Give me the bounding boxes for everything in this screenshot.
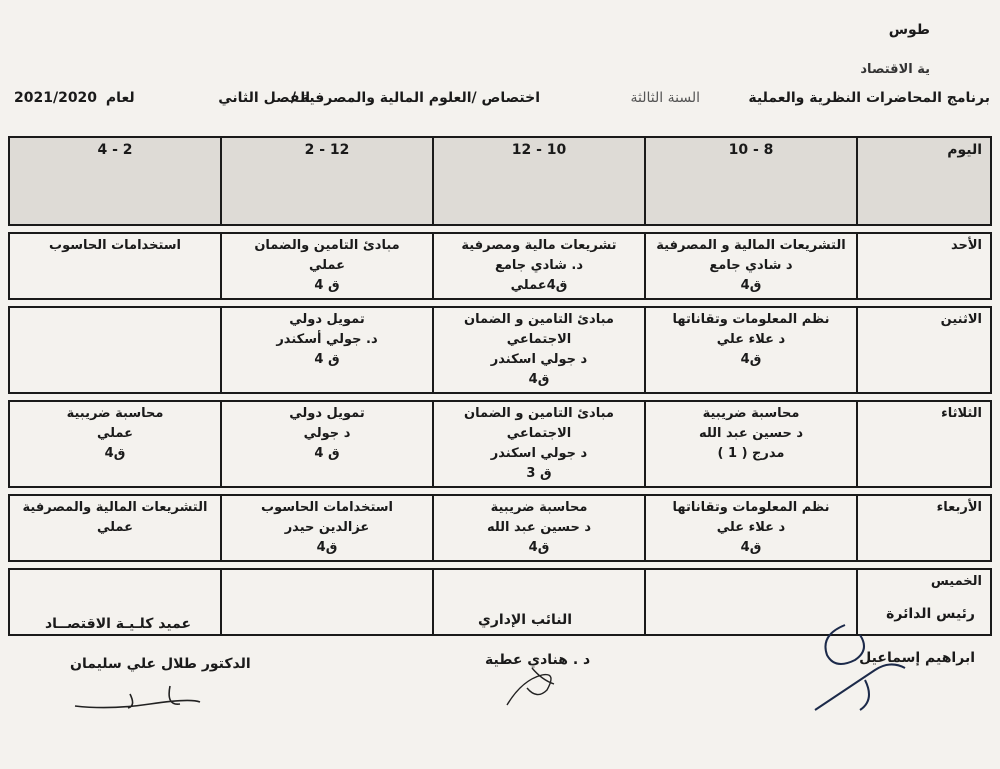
- course-name: محاسبة ضريبية: [66, 406, 164, 421]
- row-gap: [9, 299, 991, 307]
- gap-cell: [221, 487, 433, 495]
- gap-cell: [221, 299, 433, 307]
- head-signature: [805, 610, 915, 720]
- deputy-name: د . هنادي عطية: [485, 652, 591, 668]
- slot-header: 2 - 4: [9, 137, 221, 225]
- gap-cell: [221, 393, 433, 401]
- gap-cell: [9, 225, 221, 233]
- gap-cell: [857, 225, 991, 233]
- semester: الفصل الثاني: [218, 90, 310, 106]
- head-name: ابراهيم إسماعيل: [859, 650, 975, 666]
- gap-cell: [645, 561, 857, 569]
- university-name: طوس: [888, 22, 930, 38]
- course-name: محاسبة ضريبية: [490, 500, 588, 515]
- day-header: اليوم: [857, 137, 991, 225]
- gap-cell: [221, 225, 433, 233]
- schedule-cell: [9, 401, 221, 487]
- schedule-cell: [221, 233, 433, 299]
- course-room: ق 4: [314, 278, 340, 293]
- course-room: ق4: [740, 540, 762, 555]
- table-row: [9, 401, 991, 487]
- schedule-body: [9, 225, 991, 635]
- course-name: تمويل دولي: [289, 312, 365, 327]
- table-row: [9, 495, 991, 561]
- academic-year: [12, 90, 137, 106]
- schedule-cell: [645, 307, 857, 393]
- schedule-cell: [645, 401, 857, 487]
- course-name: مبادئ التامين و الضمان الاجتماعي: [464, 312, 614, 347]
- day-cell: الأحد: [857, 233, 991, 299]
- course-name: تمويل دولي: [289, 406, 365, 421]
- gap-cell: [9, 393, 221, 401]
- course-room: مدرج ( 1 ): [717, 446, 785, 461]
- day-cell: الثلاثاء: [857, 401, 991, 487]
- schedule-cell: [645, 233, 857, 299]
- course-name: التشريعات المالية والمصرفية: [22, 500, 208, 515]
- deputy-title: النائب الإداري: [478, 612, 573, 628]
- gap-cell: [9, 561, 221, 569]
- deputy-signature: [502, 660, 562, 710]
- course-detail: د حسين عبد الله: [486, 520, 592, 535]
- day-cell: الأربعاء: [857, 495, 991, 561]
- table-header-row: [9, 137, 991, 225]
- course-name: تشريعات مالية ومصرفية: [461, 238, 617, 253]
- schedule-cell: [433, 495, 645, 561]
- schedule-cell: [221, 495, 433, 561]
- course-detail: د جولي اسكندر: [490, 352, 588, 367]
- schedule-cell: [433, 233, 645, 299]
- table-row: [9, 233, 991, 299]
- gap-cell: [857, 487, 991, 495]
- course-room: ق 4: [314, 446, 340, 461]
- course-detail: عملي: [308, 258, 346, 273]
- gap-cell: [857, 299, 991, 307]
- gap-cell: [433, 299, 645, 307]
- course-room: ق4: [528, 540, 550, 555]
- schedule-cell: [221, 401, 433, 487]
- course-detail: د حسين عبد الله: [698, 426, 804, 441]
- course-name: مبادئ التامين و الضمان الاجتماعي: [464, 406, 614, 441]
- year-level: السنة الثالثة: [630, 90, 700, 106]
- course-name: مبادئ التامين والضمان: [254, 238, 400, 253]
- course-name: استخدامات الحاسوب: [261, 500, 393, 515]
- gap-cell: [433, 561, 645, 569]
- course-detail: د جولي: [303, 426, 351, 441]
- gap-cell: [9, 487, 221, 495]
- course-detail: د. جولي أسكندر: [276, 332, 378, 347]
- schedule-cell: [9, 307, 221, 393]
- course-detail: د علاء علي: [716, 520, 786, 535]
- gap-cell: [857, 393, 991, 401]
- course-detail: د. شادي جامع: [494, 258, 584, 273]
- faculty-name: ية الاقتصاد: [860, 62, 930, 77]
- slot-header: 8 - 10: [645, 137, 857, 225]
- schedule-table: [8, 136, 992, 636]
- head-title: رئيس الدائرة: [886, 606, 975, 622]
- gap-cell: [433, 487, 645, 495]
- row-gap: [9, 225, 991, 233]
- slot-header: 10 - 12: [433, 137, 645, 225]
- academic-year-label: لعام: [105, 90, 135, 106]
- course-detail: عزالدين حيدر: [284, 520, 370, 535]
- course-name: نظم المعلومات وتقاناتها: [672, 312, 830, 327]
- course-room: ق4: [740, 278, 762, 293]
- course-detail: د شادي جامع: [709, 258, 793, 273]
- slot-header: 12 - 2: [221, 137, 433, 225]
- schedule-cell: [9, 495, 221, 561]
- gap-cell: [645, 487, 857, 495]
- course-name: التشريعات المالية و المصرفية: [656, 238, 846, 253]
- gap-cell: [645, 225, 857, 233]
- course-room: ق4: [740, 352, 762, 367]
- gap-cell: [645, 393, 857, 401]
- course-room: ق 4: [314, 352, 340, 367]
- schedule-cell: [9, 233, 221, 299]
- row-gap: [9, 393, 991, 401]
- course-name: محاسبة ضريبية: [702, 406, 800, 421]
- dean-name: الدكتور طلال علي سليمان: [70, 656, 251, 672]
- specialization: اختصاص /العلوم المالية والمصرفية /: [290, 90, 540, 106]
- course-name: استخدامات الحاسوب: [49, 238, 181, 253]
- schedule-cell: [645, 495, 857, 561]
- dean-title: عميد كلـيـة الاقتصــاد: [45, 616, 192, 632]
- course-detail: د جولي اسكندر: [490, 446, 588, 461]
- schedule-cell: [433, 401, 645, 487]
- course-detail: عملي: [96, 520, 134, 535]
- course-name: نظم المعلومات وتقاناتها: [672, 500, 830, 515]
- program-title: برنامج المحاضرات النظرية والعملية: [748, 90, 990, 106]
- gap-cell: [433, 393, 645, 401]
- gap-cell: [433, 225, 645, 233]
- course-room: ق4: [528, 372, 550, 387]
- dean-signature: [70, 676, 210, 716]
- schedule-cell: [221, 569, 433, 635]
- academic-year-value: 2021/2020: [14, 90, 98, 106]
- schedule-cell: [221, 307, 433, 393]
- course-room: ق4: [316, 540, 338, 555]
- schedule-cell: [433, 307, 645, 393]
- gap-cell: [9, 299, 221, 307]
- row-gap: [9, 487, 991, 495]
- course-room: ق4: [104, 446, 126, 461]
- course-detail: عملي: [96, 426, 134, 441]
- gap-cell: [857, 561, 991, 569]
- day-cell: الاثنين: [857, 307, 991, 393]
- course-detail: د علاء علي: [716, 332, 786, 347]
- gap-cell: [221, 561, 433, 569]
- course-room: ق4عملي: [510, 278, 568, 293]
- gap-cell: [645, 299, 857, 307]
- row-gap: [9, 561, 991, 569]
- course-room: ق 3: [526, 466, 552, 481]
- table-row: [9, 307, 991, 393]
- day-cell: الخميس: [857, 569, 991, 635]
